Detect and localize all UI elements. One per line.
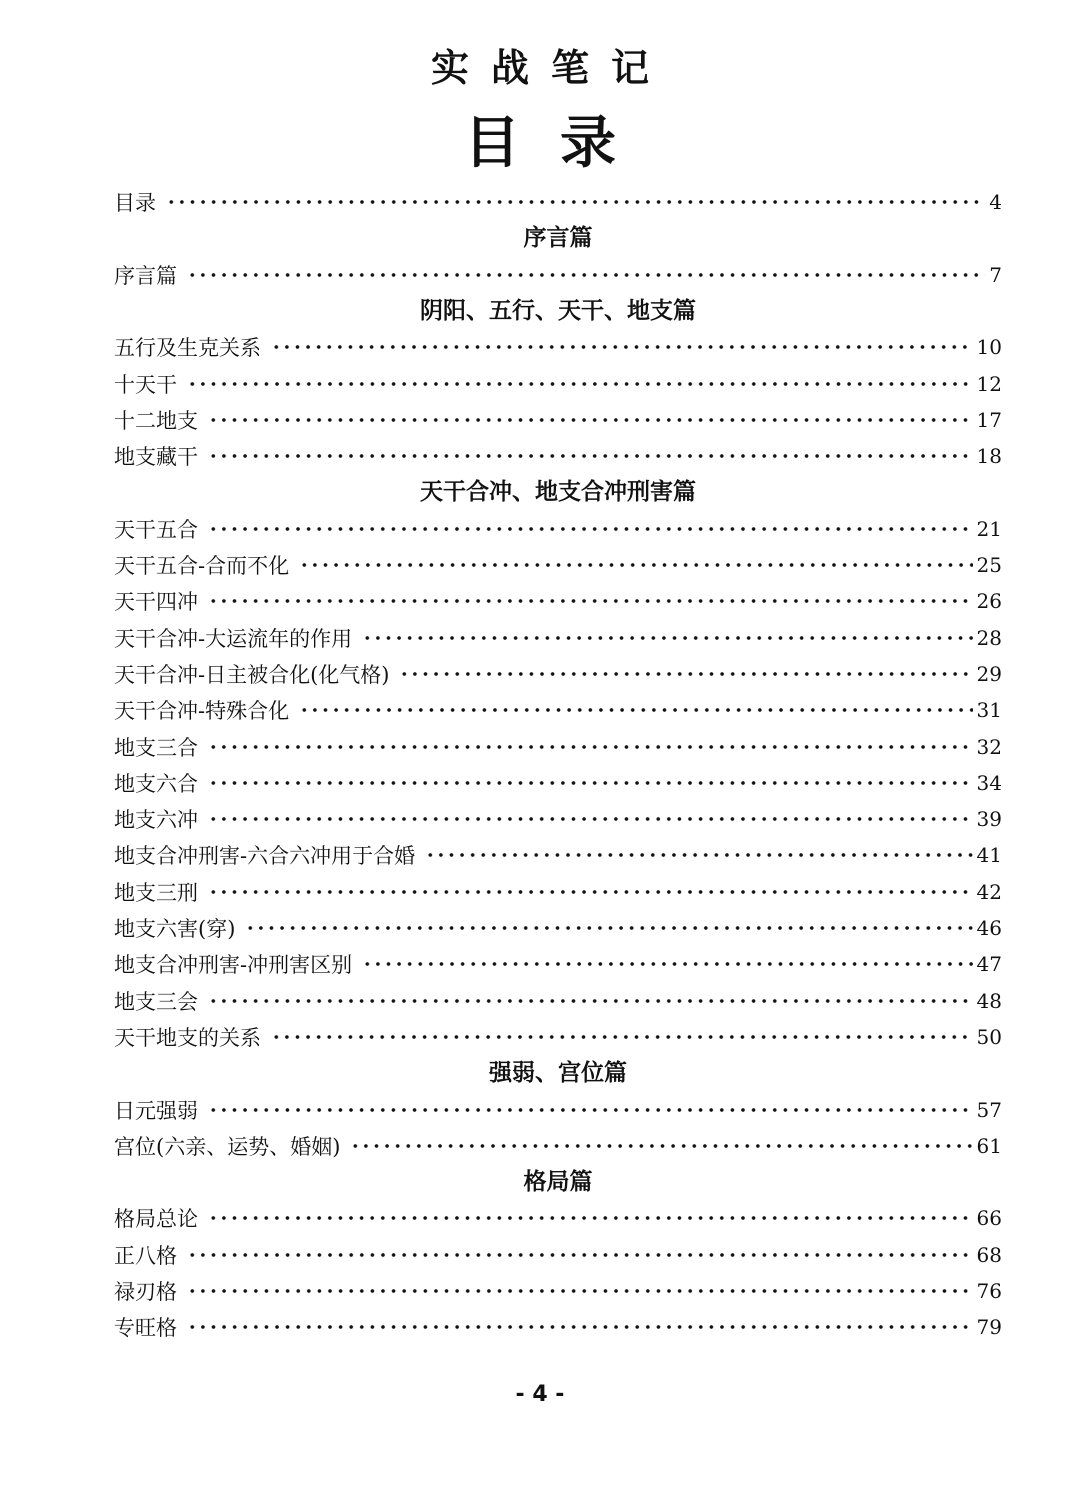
toc-entry-title: 地支六冲 — [114, 808, 198, 833]
dot-leader — [299, 562, 972, 568]
toc-entry — [114, 946, 1002, 982]
toc-entry-page: 46 — [976, 916, 1002, 941]
toc-entry-page: 29 — [976, 662, 1002, 686]
dot-leader — [208, 998, 973, 1004]
toc-entry-title: 地支六合 — [114, 771, 198, 796]
toc-entry-title: 地支三刑 — [114, 880, 198, 905]
dot-leader — [208, 1107, 973, 1113]
toc-section-heading: 阴阳、五行、天干、地支篇 — [420, 297, 696, 324]
toc-entry — [114, 765, 1002, 801]
toc-entry — [114, 329, 1002, 365]
dot-leader — [208, 417, 973, 423]
toc-entry-title: 天干地支的关系 — [114, 1025, 261, 1050]
toc-section-heading: 格局篇 — [523, 1169, 593, 1196]
toc-entry — [114, 1091, 1002, 1127]
toc-entry-title: 天干合冲-日主被合化(化气格) — [114, 663, 390, 687]
toc-entry-title: 地支藏干 — [114, 445, 198, 470]
toc-entry-page: 12 — [976, 371, 1002, 396]
toc-entry-title: 目录 — [114, 191, 156, 216]
toc-entry-title: 地支六害(穿) — [114, 917, 236, 942]
dot-leader — [245, 925, 972, 931]
toc-entry-page: 79 — [976, 1315, 1002, 1340]
toc-entry — [114, 1128, 1002, 1164]
toc-section-heading: 强弱、宫位篇 — [489, 1060, 627, 1087]
toc-entry — [114, 1309, 1002, 1345]
toc-entry-page: 42 — [976, 879, 1002, 904]
toc-entry-title: 宫位(六亲、运势、婚姻) — [114, 1134, 341, 1159]
toc-entry-title: 天干四冲 — [114, 590, 198, 615]
dot-leader — [187, 272, 985, 278]
toc-entry-page: 41 — [976, 843, 1002, 868]
toc-entry-page: 17 — [976, 407, 1002, 432]
dot-leader — [208, 453, 973, 459]
toc-entry-title: 格局总论 — [114, 1207, 198, 1232]
dot-leader — [271, 344, 973, 350]
toc-entry — [114, 801, 1002, 837]
toc-entry-title: 五行及生克关系 — [114, 336, 261, 361]
toc-entry — [114, 620, 1002, 656]
toc-entry — [114, 1237, 1002, 1273]
dot-leader — [271, 1034, 973, 1040]
toc-entry-title: 禄刃格 — [114, 1280, 177, 1305]
toc-entry-page: 68 — [976, 1242, 1002, 1267]
toc-entry-title: 专旺格 — [114, 1316, 177, 1341]
dot-leader — [208, 816, 973, 822]
toc-entry — [114, 692, 1002, 728]
toc-entry-page: 61 — [976, 1133, 1002, 1158]
toc-entry-page: 32 — [976, 734, 1002, 759]
dot-leader — [350, 1143, 972, 1149]
toc-entry — [114, 837, 1002, 873]
dot-leader — [166, 199, 985, 205]
toc-entry-page: 31 — [976, 698, 1002, 723]
toc-entry — [114, 257, 1002, 293]
toc-entry-page: 47 — [976, 952, 1002, 977]
toc-entry — [114, 1200, 1002, 1236]
toc-entry — [114, 438, 1002, 474]
toc-entry — [114, 1273, 1002, 1309]
page-number: - 4 - — [515, 1382, 565, 1407]
toc-entry-page: 39 — [976, 807, 1002, 832]
toc-entry-title: 天干五合 — [114, 517, 198, 542]
toc-entry — [114, 656, 1002, 692]
dot-leader — [362, 961, 972, 967]
toc-entry-page: 21 — [976, 516, 1002, 541]
table-of-contents — [114, 184, 1002, 1346]
toc-entry-page: 7 — [989, 262, 1002, 287]
toc-entry — [114, 511, 1002, 547]
toc-entry-page: 25 — [976, 553, 1002, 578]
toc-entry-title: 地支三会 — [114, 989, 198, 1014]
dot-leader — [362, 635, 972, 641]
toc-entry-page: 10 — [976, 335, 1002, 360]
toc-entry-title: 天干五合-合而不化 — [114, 554, 290, 579]
toc-entry-title: 地支合冲刑害-六合六冲用于合婚 — [114, 844, 416, 869]
toc-entry-title: 天干合冲-大运流年的作用 — [114, 626, 353, 651]
toc-entry — [114, 983, 1002, 1019]
toc-entry-page: 26 — [976, 589, 1002, 614]
dot-leader — [208, 889, 973, 895]
toc-entry — [114, 910, 1002, 946]
dot-leader — [187, 1324, 973, 1330]
toc-section-heading: 序言篇 — [523, 225, 593, 252]
toc-entry-title: 地支合冲刑害-冲刑害区别 — [114, 953, 353, 978]
dot-leader — [208, 1215, 973, 1221]
toc-entry-page: 57 — [976, 1097, 1002, 1122]
dot-leader — [187, 381, 973, 387]
toc-entry — [114, 728, 1002, 764]
toc-entry — [114, 547, 1002, 583]
toc-entry — [114, 402, 1002, 438]
dot-leader — [208, 780, 973, 786]
toc-entry — [114, 184, 1002, 220]
toc-entry — [114, 874, 1002, 910]
toc-entry-title: 天干合冲-特殊合化 — [114, 699, 290, 724]
toc-entry-title: 十二地支 — [114, 408, 198, 433]
toc-entry-page: 34 — [976, 770, 1002, 795]
dot-leader — [425, 852, 972, 858]
toc-entry-title: 日元强弱 — [114, 1098, 198, 1123]
toc-entry-page: 76 — [976, 1279, 1002, 1304]
toc-entry-page: 66 — [976, 1206, 1002, 1231]
dot-leader — [187, 1252, 973, 1258]
dot-leader — [399, 671, 972, 677]
toc-entry-page: 48 — [976, 988, 1002, 1013]
dot-leader — [208, 526, 973, 532]
toc-entry-page: 28 — [976, 625, 1002, 650]
toc-entry — [114, 365, 1002, 401]
toc-entry — [114, 1019, 1002, 1055]
dot-leader — [208, 598, 973, 604]
toc-entry-title: 序言篇 — [114, 263, 177, 288]
toc-entry — [114, 583, 1002, 619]
book-title: 实战笔记 — [430, 46, 671, 90]
toc-entry-title: 地支三合 — [114, 735, 198, 760]
toc-section-heading: 天干合冲、地支合冲刑害篇 — [420, 479, 696, 506]
dot-leader — [187, 1288, 973, 1294]
toc-heading: 目录 — [464, 111, 656, 176]
toc-entry-page: 18 — [976, 444, 1002, 469]
dot-leader — [299, 707, 972, 713]
toc-entry-page: 50 — [976, 1024, 1002, 1049]
dot-leader — [208, 744, 973, 750]
toc-entry-page: 4 — [989, 190, 1002, 215]
toc-entry-title: 正八格 — [114, 1243, 177, 1268]
toc-entry-title: 十天干 — [114, 372, 177, 397]
